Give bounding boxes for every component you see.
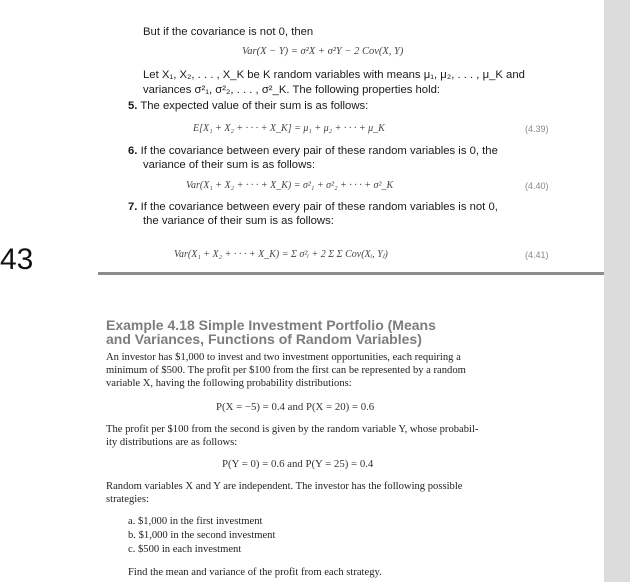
para-2-line-2: ity distributions are as follows: — [106, 437, 238, 448]
equation-4-41: Var(X₁ + X₂ + · · · + X_K) = Σ σ²ᵢ + 2 Σ Σ Cov(Xᵢ, Yⱼ) — [174, 249, 388, 260]
equation-4-40: Var(X₁ + X₂ + · · · + X_K) = σ²₁ + σ²₂ + · · · + σ²_K — [186, 180, 394, 191]
para-2-line-1: The profit per $100 from the second is given by the random variable Y, whose probabil- — [106, 424, 479, 435]
intro-text: But if the covariance is not 0, then — [143, 26, 314, 38]
example-title-line-2: and Variances, Functions of Random Variables) — [106, 331, 422, 347]
item-5 — [128, 99, 368, 113]
item-6 — [128, 144, 498, 158]
equation-4-39: E[X₁ + X₂ + · · · + X_K] = μ₁ + μ₂ + · · · + μ_K — [193, 123, 385, 134]
page-number: 43 — [0, 243, 34, 276]
strategy-c: c. $500 in each investment — [128, 544, 242, 555]
equation-4-39-number: (4.39) — [525, 124, 549, 134]
distribution-x: P(X = −5) = 0.4 and P(X = 20) = 0.6 — [216, 401, 375, 413]
let-line-2: variances σ²₁, σ²₂, . . . , σ²_K. The following properties hold: — [143, 84, 441, 96]
page-edge-bar — [604, 0, 630, 582]
item-7 — [128, 200, 498, 214]
para-3-line-2: strategies: — [106, 494, 149, 505]
equation-4-40-number: (4.40) — [525, 181, 549, 191]
item-6-text-1: If the covariance between every pair of these random variables is 0, the — [140, 145, 498, 157]
item-6-text-2: variance of their sum is as follows: — [143, 159, 316, 171]
para-3-line-1: Random variables X and Y are independent. The investor has the following possible — [106, 481, 463, 492]
item-6-number: 6. — [128, 145, 138, 157]
para-1-line-2: minimum of $500. The profit per $100 from the first can be represented by a random — [106, 365, 466, 376]
equation-4-41-number: (4.41) — [525, 250, 549, 260]
item-5-text: The expected value of their sum is as follows: — [140, 100, 369, 112]
item-5-number: 5. — [128, 100, 138, 112]
distribution-y: P(Y = 0) = 0.6 and P(Y = 25) = 0.4 — [222, 458, 374, 470]
item-7-number: 7. — [128, 201, 138, 213]
section-divider — [98, 272, 604, 275]
equation-var-difference: Var(X − Y) = σ²X + σ²Y − 2 Cov(X, Y) — [242, 46, 404, 57]
para-1-line-3: variable X, having the following probability distributions: — [106, 378, 352, 389]
item-7-text-1: If the covariance between every pair of these random variables is not 0, — [140, 201, 498, 213]
let-line-1: Let X₁, X₂, . . . , X_K be K random variables with means μ₁, μ₂, . . . , μ_K and — [143, 69, 525, 81]
strategy-b: b. $1,000 in the second investment — [128, 530, 276, 541]
final-question: Find the mean and variance of the profit from each strategy. — [128, 567, 382, 578]
strategy-a: a. $1,000 in the first investment — [128, 516, 263, 527]
item-7-text-2: the variance of their sum is as follows: — [143, 215, 334, 227]
para-1-line-1: An investor has $1,000 to invest and two investment opportunities, each requiring a — [106, 352, 461, 363]
example-title-line-1: Example 4.18 Simple Investment Portfolio (Means — [106, 317, 436, 333]
